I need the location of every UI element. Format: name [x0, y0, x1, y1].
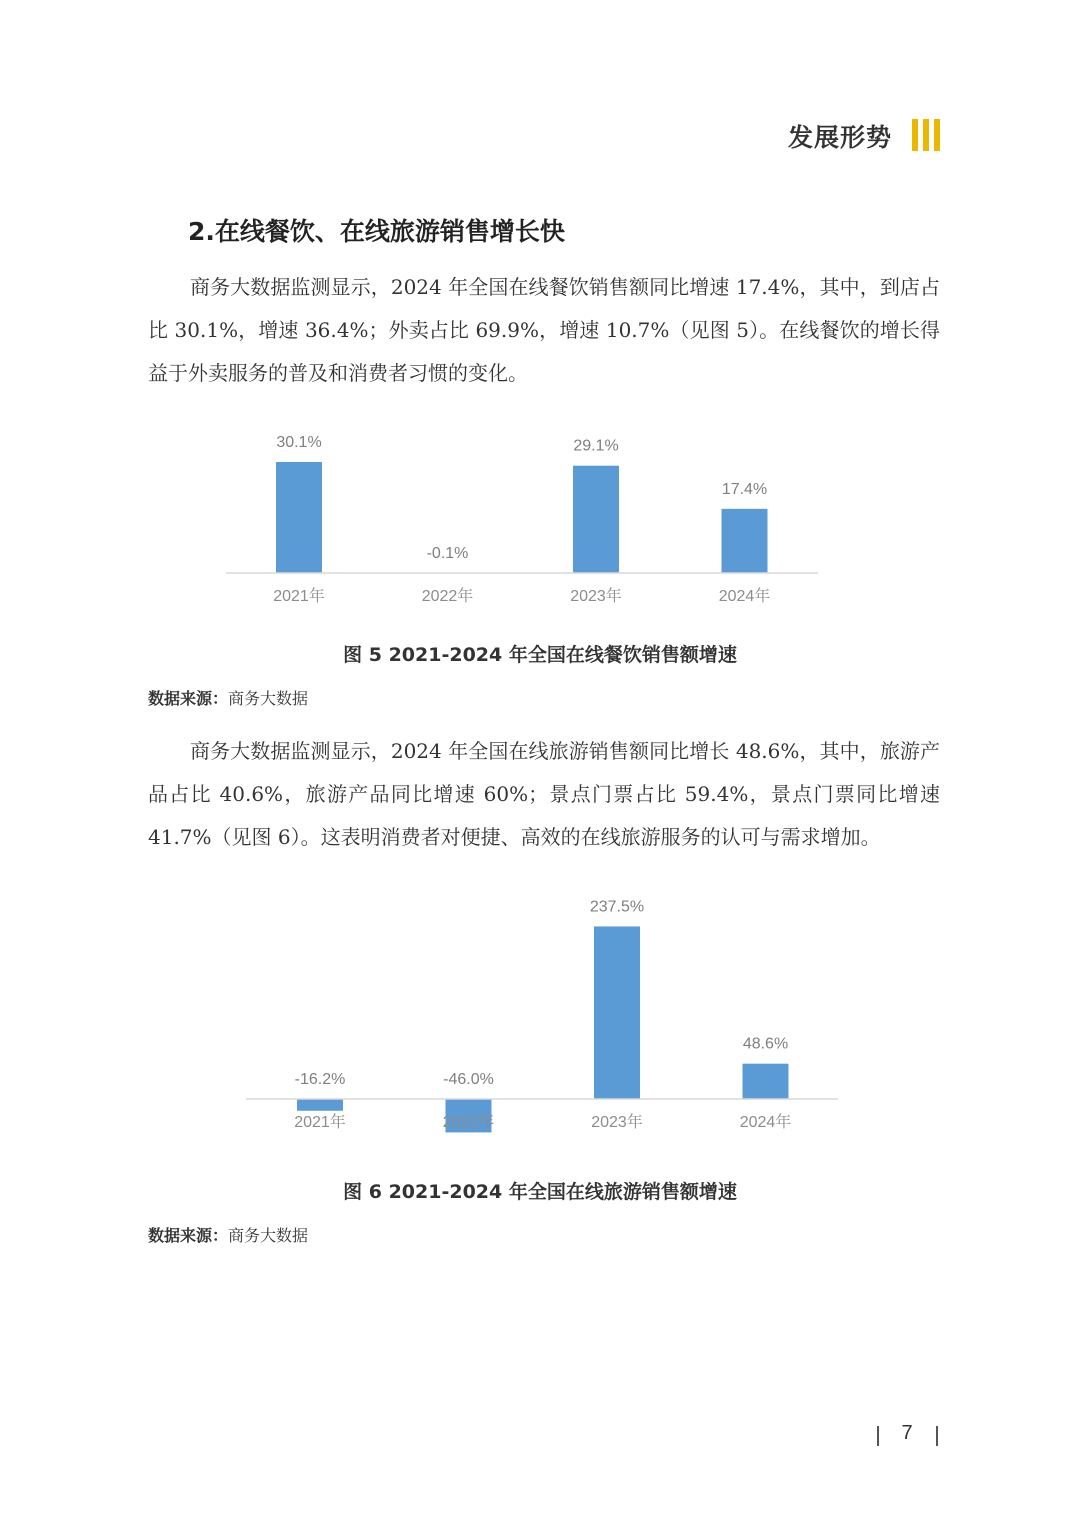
- data-label: 237.5%: [589, 898, 645, 916]
- x-tick-label: 2021年: [273, 588, 325, 605]
- body-paragraph: 商务大数据监测显示，2024 年全国在线旅游销售额同比增长 48.6%，其中，旅游产品占比 40.6%，旅游产品同比增速 60%；景点门票占比 59.4%，景点门票同比增速 41.7%（见图 6）。这表明消费者对便捷、高效的在线旅游服务的认可与需求增加。: [148, 739, 940, 849]
- data-label: -0.1%: [426, 545, 469, 562]
- x-tick-label: 2022年: [442, 1114, 495, 1131]
- figure-caption: 图 6 2021-2024 年全国在线旅游销售额增速: [343, 1181, 737, 1203]
- data-source: [148, 1223, 308, 1246]
- figure-caption: 图 5 2021-2024 年全国在线餐饮销售额增速: [343, 644, 737, 666]
- data-label: 17.4%: [721, 480, 768, 498]
- x-tick-label: 2024年: [739, 1114, 792, 1131]
- x-tick-label: 2022年: [421, 588, 474, 605]
- data-source-value: 商务大数据: [228, 1226, 309, 1245]
- data-source-value: 商务大数据: [228, 689, 309, 708]
- bar: [743, 1064, 789, 1099]
- page-footer: [872, 1422, 942, 1450]
- bar: [297, 1099, 343, 1111]
- data-source-label: 数据来源：: [148, 689, 229, 708]
- data-label: -16.2%: [294, 1071, 346, 1088]
- data-label: 30.1%: [276, 434, 322, 452]
- body-paragraph: 商务大数据监测显示，2024 年全国在线餐饮销售额同比增速 17.4%，其中，到店占比 30.1%，增速 36.4%；外卖占比 69.9%，增速 10.7%（见图 5）。在线餐饮的增长得益于外卖服务的普及和消费者习惯的变化。: [148, 275, 940, 385]
- x-tick-label: 2023年: [570, 588, 622, 605]
- section-heading: 2.在线餐饮、在线旅游销售增长快: [188, 217, 565, 246]
- x-tick-label: 2021年: [294, 1114, 346, 1131]
- data-label: 29.1%: [573, 437, 619, 455]
- data-label: -46.0%: [443, 1071, 494, 1088]
- running-header-title: 发展形势: [787, 123, 892, 152]
- data-label: 48.6%: [742, 1035, 789, 1053]
- data-source-label: 数据来源：: [148, 1226, 229, 1245]
- footer-divider: [936, 1426, 938, 1446]
- bar: [594, 926, 640, 1099]
- x-tick-label: 2024年: [718, 588, 771, 605]
- page-number: 7: [901, 1422, 913, 1444]
- x-tick-label: 2023年: [591, 1114, 643, 1131]
